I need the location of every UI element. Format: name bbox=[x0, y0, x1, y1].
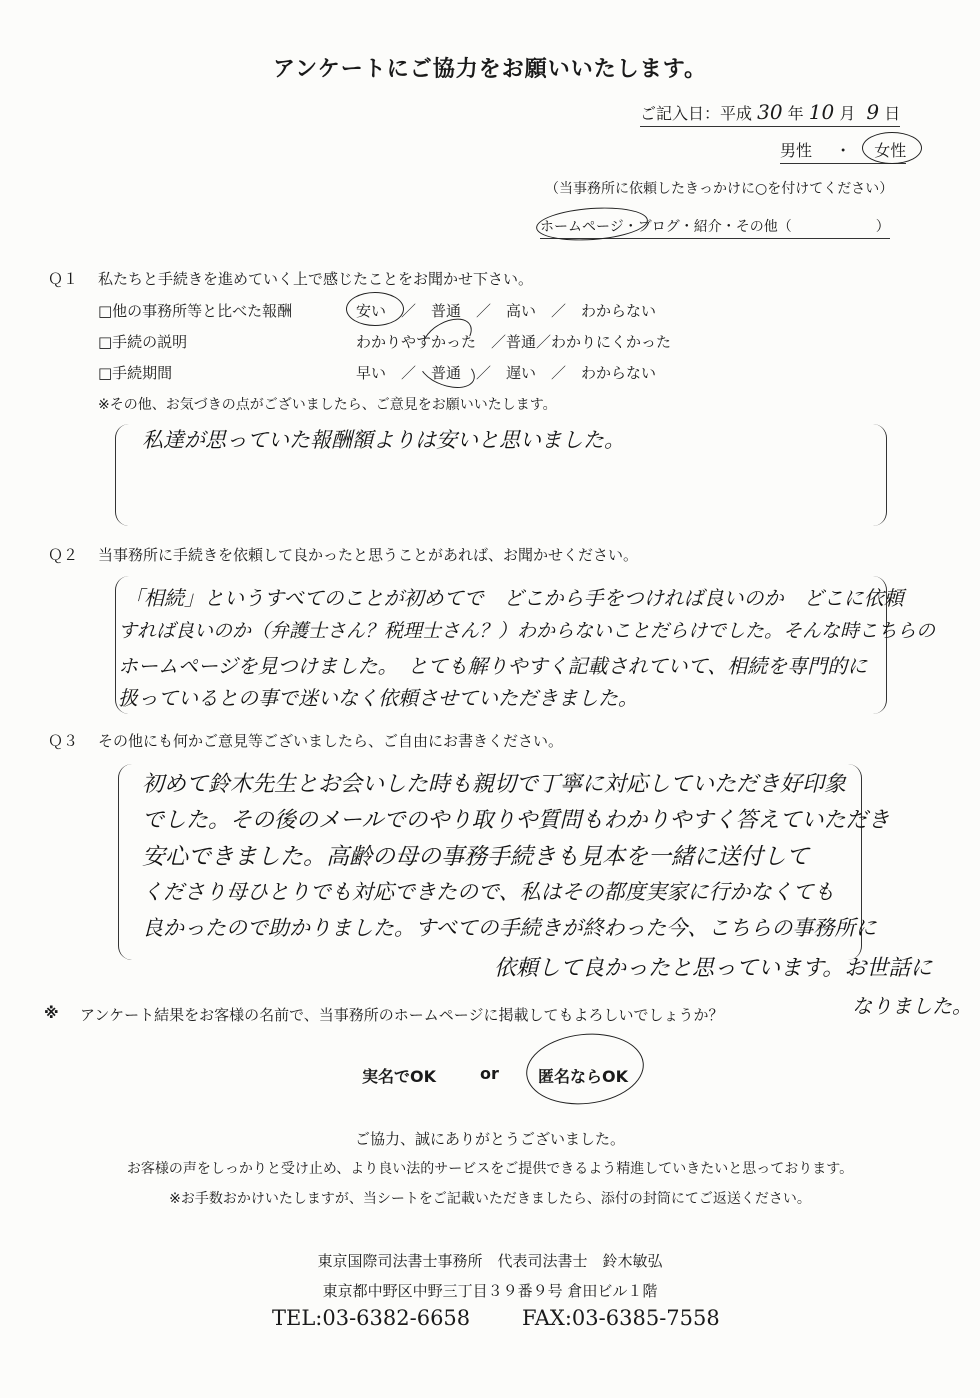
date-month-suffix: 月 bbox=[839, 104, 856, 123]
q1-label: Ｑ１ bbox=[48, 270, 79, 288]
office-fax: FAX:03-6385-7558 bbox=[522, 1306, 720, 1330]
consent-mark: ※ bbox=[44, 1004, 59, 1022]
q3-label: Ｑ３ bbox=[48, 732, 79, 750]
q1-fee-label: □他の事務所等と比べた報酬 bbox=[98, 302, 293, 320]
q2-answer-line: すれば良いのか（弁護士さん？税理士さん？）わからないことだらけでした。そんな時こちらの bbox=[118, 620, 936, 642]
page-title: アンケートにご協力をお願いいたします。 bbox=[273, 57, 707, 82]
return-note: ※お手数おかけいたしますが、当シートをご記載いただきましたら、添付の封筒にてご返送ください。 bbox=[169, 1191, 811, 1207]
gender-male: 男性 bbox=[780, 141, 813, 160]
office-tel: TEL:03-6382-6658 bbox=[272, 1306, 471, 1330]
trigger-options: ホームページ・ブログ・紹介・その他（ ） bbox=[540, 216, 890, 239]
q1-period-options: 早い ／ 普通 ／ 遅い ／ わからない bbox=[356, 364, 657, 382]
consent-anonymous-circle bbox=[523, 1028, 648, 1110]
thanks-text: ご協力、誠にありがとうございました。 bbox=[354, 1130, 625, 1148]
consent-anonymous: 匿名ならOK bbox=[538, 1067, 629, 1086]
office-address: 東京都中野区中野三丁目３９番９号 倉田ビル１階 bbox=[322, 1282, 658, 1300]
gender-female-circle bbox=[862, 132, 922, 164]
q3-answer-line: 安心できました。高齢の母の事務手続きも見本を一緒に送付して bbox=[142, 844, 809, 870]
date-year: 30 bbox=[757, 100, 783, 124]
q3-answer-line: でした。その後のメールでのやり取りや質問もわかりやすく答えていただき bbox=[142, 808, 890, 833]
date-label: ご記入日：平成 bbox=[640, 104, 753, 123]
q3-answer-line: 依頼して良かったと思っています。お世話に bbox=[494, 956, 933, 981]
q3-answer-line: なりました。 bbox=[852, 994, 972, 1018]
gender-female: 女性 bbox=[874, 141, 907, 160]
q2-answer-line: ホームページを見つけました。 とても解りやすく記載されていて、相続を専門的に bbox=[118, 654, 868, 678]
consent-real-name: 実名でOK bbox=[362, 1067, 437, 1086]
date-day-suffix: 日 bbox=[884, 104, 901, 123]
trigger-note: （当事務所に依頼したきっかけに○を付けてください） bbox=[545, 181, 894, 197]
q3-question: その他にも何かご意見等ございましたら、ご自由にお書きください。 bbox=[98, 732, 564, 750]
q3-answer-line: 良かったので助かりました。すべての手続きが終わった今、こちらの事務所に bbox=[142, 916, 877, 940]
message-text: お客様の声をしっかりと受け止め、より良い法的サービスをご提供できるよう精進していきたいと思っております。 bbox=[126, 1161, 854, 1177]
q1-note: ※その他、お気づきの点がございましたら、ご意見をお願いいたします。 bbox=[98, 397, 557, 413]
q1-fee-circle bbox=[346, 292, 404, 326]
date-month: 10 bbox=[808, 100, 835, 124]
consent-or: or bbox=[480, 1064, 499, 1083]
q2-answer-line: 「相続」というすべてのことが初めてで どこから手をつければ良いのか どこに依頼 bbox=[124, 586, 904, 610]
q1-explain-options: わかりやすかった ／普通／わかりにくかった bbox=[356, 333, 672, 351]
q3-answer-line: 初めて鈴木先生とお会いした時も親切で丁寧に対応していただき好印象 bbox=[142, 772, 847, 797]
q2-answer-line: 扱っているとの事で迷いなく依頼させていただきました。 bbox=[118, 686, 638, 710]
q1-answer-line: 私達が思っていた報酬額よりは安いと思いました。 bbox=[142, 428, 625, 452]
gender-separator: ・ bbox=[835, 141, 852, 160]
q1-fee-options: 安い ／ 普通 ／ 高い ／ わからない bbox=[356, 302, 657, 320]
q1-explain-label: □手続の説明 bbox=[98, 333, 188, 351]
date-year-suffix: 年 bbox=[787, 104, 804, 123]
q1-question: 私たちと手続きを進めていく上で感じたことをお聞かせ下さい。 bbox=[98, 270, 534, 288]
office-name: 東京国際司法書士事務所 代表司法書士 鈴木敏弘 bbox=[317, 1252, 663, 1270]
q3-answer-line: くださり母ひとりでも対応できたので、私はその都度実家に行かなくても bbox=[142, 880, 835, 904]
q2-label: Ｑ２ bbox=[48, 546, 79, 564]
entry-date bbox=[640, 100, 900, 127]
date-day: 9 bbox=[866, 100, 880, 124]
consent-question: アンケート結果をお客様の名前で、当事務所のホームページに掲載してもよろしいでしょうか？ bbox=[80, 1006, 724, 1024]
q2-question: 当事務所に手続きを依頼して良かったと思うことがあれば、お聞かせください。 bbox=[98, 546, 639, 564]
q1-period-label: □手続期間 bbox=[98, 364, 173, 382]
